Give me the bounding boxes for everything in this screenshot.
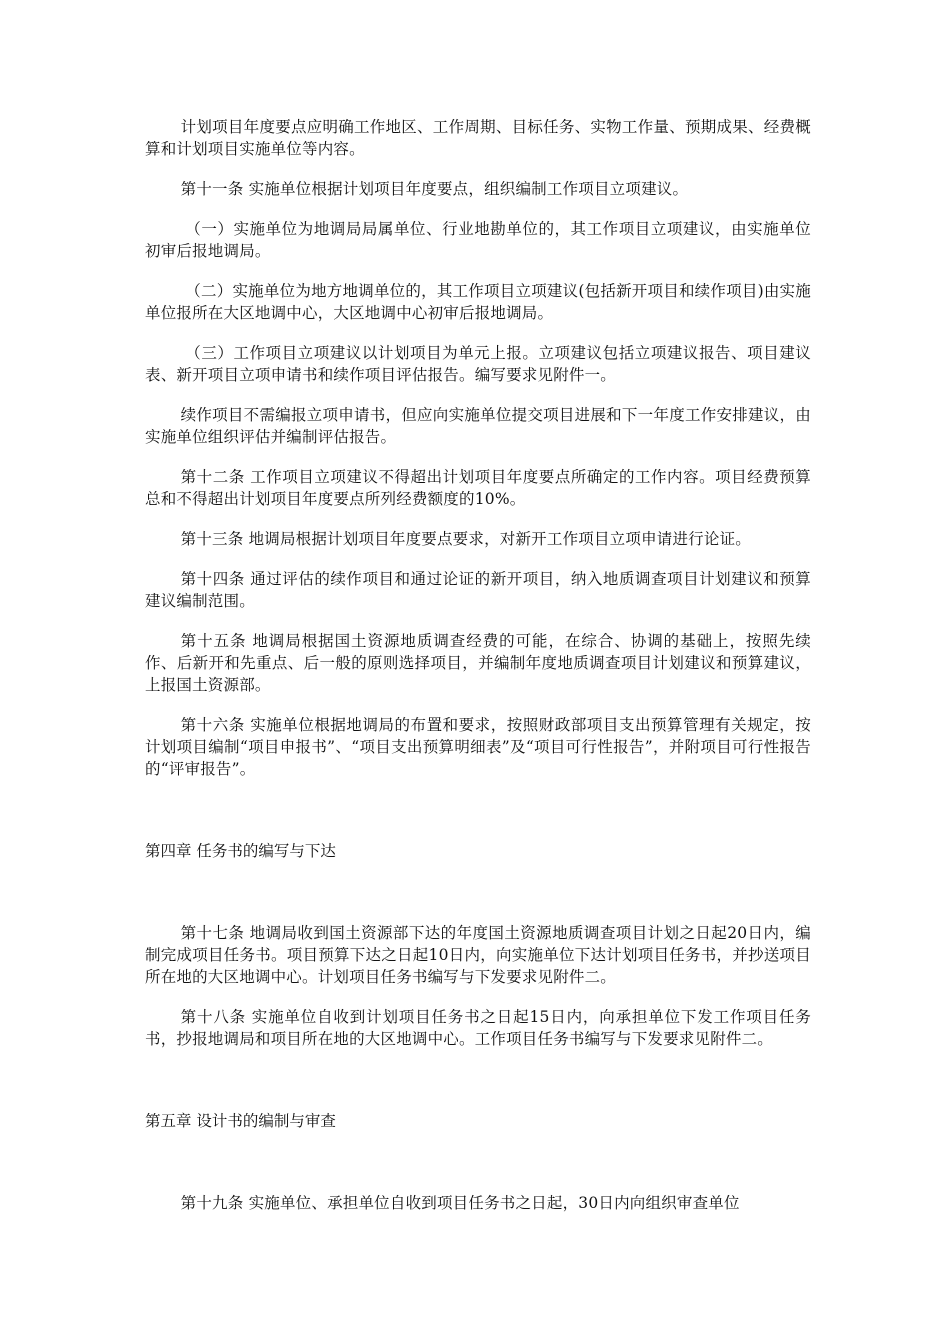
article-12: 第十二条 工作项目立项建议不得超出计划项目年度要点所确定的工作内容。项目经费预算总和不得超出计划项目年度要点所列经费额度的10%。 (145, 468, 811, 508)
article-11-item-2: （二）实施单位为地方地调单位的，其工作项目立项建议(包括新开项目和续作项目)由实施单位报所在大区地调中心，大区地调中心初审后报地调局。 (145, 282, 811, 322)
article-19: 第十九条 实施单位、承担单位自收到项目任务书之日起，30日内向组织审查单位 (180, 1194, 740, 1212)
article-13: 第十三条 地调局根据计划项目年度要点要求，对新开工作项目立项申请进行论证。 (180, 530, 751, 548)
chapter-5-heading: 第五章 设计书的编制与审查 (145, 1112, 336, 1130)
chapter-4-heading: 第四章 任务书的编写与下达 (145, 842, 336, 860)
paragraph-annual-points: 计划项目年度要点应明确工作地区、工作周期、目标任务、实物工作量、预期成果、经费概算和计划项目实施单位等内容。 (145, 118, 811, 158)
article-14: 第十四条 通过评估的续作项目和通过论证的新开项目，纳入地质调查项目计划建议和预算建议编制范围。 (145, 570, 811, 610)
article-11-item-1: （一）实施单位为地调局局属单位、行业地勘单位的，其工作项目立项建议，由实施单位初审后报地调局。 (145, 220, 811, 260)
article-15: 第十五条 地调局根据国土资源地质调查经费的可能，在综合、协调的基础上，按照先续作、后新开和先重点、后一般的原则选择项目，并编制年度地质调查项目计划建议和预算建议，上报国土资源部。 (145, 632, 811, 694)
article-16: 第十六条 实施单位根据地调局的布置和要求，按照财政部项目支出预算管理有关规定，按计划项目编制“项目申报书”、“项目支出预算明细表”及“项目可行性报告”，并附项目可行性报告的“评审报告”。 (145, 716, 811, 778)
paragraph-continued-projects: 续作项目不需编报立项申请书，但应向实施单位提交项目进展和下一年度工作安排建议，由实施单位组织评估并编制评估报告。 (145, 406, 811, 446)
article-11: 第十一条 实施单位根据计划项目年度要点，组织编制工作项目立项建议。 (180, 180, 689, 198)
article-18: 第十八条 实施单位自收到计划项目任务书之日起15日内，向承担单位下发工作项目任务书，抄报地调局和项目所在地的大区地调中心。工作项目任务书编写与下发要求见附件二。 (145, 1008, 811, 1048)
document-body (145, 116, 811, 1214)
article-11-item-3: （三）工作项目立项建议以计划项目为单元上报。立项建议包括立项建议报告、项目建议表、新开项目立项申请书和续作项目评估报告。编写要求见附件一。 (145, 344, 811, 384)
article-17: 第十七条 地调局收到国土资源部下达的年度国土资源地质调查项目计划之日起20日内，编制完成项目任务书。项目预算下达之日起10日内，向实施单位下达计划项目任务书，并抄送项目所在地的大区地调中心。计划项目任务书编写与下发要求见附件二。 (145, 924, 811, 986)
